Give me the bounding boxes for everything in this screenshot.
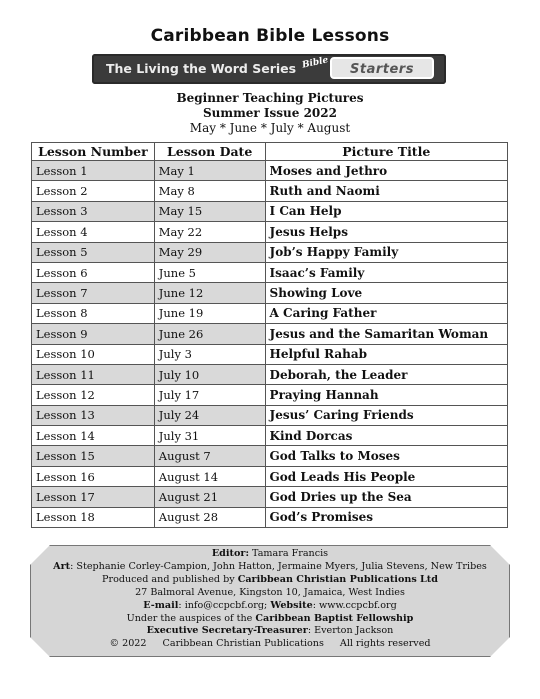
table-row	[32, 283, 508, 303]
produced-line	[0, 574, 540, 587]
lesson-number-cell: Lesson 4	[32, 222, 155, 242]
picture-title-cell: Deborah, the Leader	[265, 364, 507, 384]
column-header-lesson-date: Lesson Date	[154, 143, 265, 161]
lesson-number-cell: Lesson 1	[32, 161, 155, 181]
lesson-date-cell: August 28	[154, 507, 265, 527]
table-row	[32, 446, 508, 466]
editor-line: Editor: Tamara Francis	[211, 548, 329, 559]
table-row	[32, 487, 508, 507]
picture-title-cell: God Dries up the Sea	[265, 487, 507, 507]
lesson-number-cell: Lesson 16	[32, 466, 155, 486]
table-row	[32, 262, 508, 282]
series-banner	[92, 54, 446, 84]
exec-label: Executive Secretary-Treasurer	[146, 625, 308, 637]
lesson-date-cell: May 1	[154, 161, 265, 181]
lesson-number-cell: Lesson 10	[32, 344, 155, 364]
produced-prefix: Produced and published by	[102, 573, 238, 585]
editor-label: Editor	[211, 548, 246, 559]
copyright-org: Caribbean Christian Publications	[162, 638, 324, 650]
table-row	[32, 405, 508, 425]
picture-title-cell: Job’s Happy Family	[265, 242, 507, 262]
table-row	[32, 201, 508, 221]
lesson-number-cell: Lesson 11	[32, 364, 155, 384]
lesson-number-cell: Lesson 6	[32, 262, 155, 282]
picture-title-cell: Jesus’ Caring Friends	[265, 405, 507, 425]
fellowship-name: Caribbean Baptist Fellowship	[255, 612, 414, 624]
table-row	[32, 324, 508, 344]
bible-starters-logo-bible: Bible	[301, 55, 330, 71]
lesson-date-cell: July 17	[154, 385, 265, 405]
picture-title-cell: God Talks to Moses	[265, 446, 507, 466]
auspices-prefix: Under the auspices of the	[126, 612, 256, 624]
picture-title-cell: Jesus and the Samaritan Woman	[265, 324, 507, 344]
picture-title-cell: God Leads His People	[265, 466, 507, 486]
lesson-number-cell: Lesson 2	[32, 181, 155, 201]
picture-title-cell: Jesus Helps	[265, 222, 507, 242]
lesson-date-cell: July 24	[154, 405, 265, 425]
table-row	[32, 181, 508, 201]
lesson-date-cell: July 31	[154, 426, 265, 446]
table-row	[32, 385, 508, 405]
document-title: Caribbean Bible Lessons	[150, 26, 390, 46]
editor-name: Tamara Francis	[252, 548, 329, 559]
table-row	[32, 222, 508, 242]
lesson-date-cell: May 22	[154, 222, 265, 242]
publisher-name: Caribbean Christian Publications Ltd	[237, 573, 438, 585]
art-label: Art	[53, 560, 71, 572]
lesson-date-cell: May 15	[154, 201, 265, 221]
lesson-number-cell: Lesson 17	[32, 487, 155, 507]
lesson-number-cell: Lesson 18	[32, 507, 155, 527]
lesson-number-cell: Lesson 14	[32, 426, 155, 446]
lesson-date-cell: June 19	[154, 303, 265, 323]
lesson-date-cell: June 12	[154, 283, 265, 303]
address-line: 27 Balmoral Avenue, Kingston 10, Jamaica, West Indies	[135, 586, 405, 598]
lesson-number-cell: Lesson 7	[32, 283, 155, 303]
subtitle-months: May * June * July * August	[189, 121, 351, 135]
lesson-date-cell: May 29	[154, 242, 265, 262]
lesson-number-cell: Lesson 5	[32, 242, 155, 262]
art-credits: Stephanie Corley-Campion, John Hatton, Jermaine Myers, Julia Stevens, New Tribes	[76, 560, 487, 572]
lesson-date-cell: May 8	[154, 181, 265, 201]
lesson-date-cell: August 7	[154, 446, 265, 466]
lesson-number-cell: Lesson 8	[32, 303, 155, 323]
picture-title-cell: God’s Promises	[265, 507, 507, 527]
credits-text	[0, 548, 540, 651]
lesson-number-cell: Lesson 12	[32, 385, 155, 405]
table-row	[32, 344, 508, 364]
lesson-number-cell: Lesson 15	[32, 446, 155, 466]
picture-title-cell: Helpful Rahab	[265, 344, 507, 364]
table-row	[32, 364, 508, 384]
table-row	[32, 466, 508, 486]
lesson-date-cell: August 14	[154, 466, 265, 486]
bible-starters-logo-starters: Starters	[330, 57, 434, 79]
table-row	[32, 426, 508, 446]
art-line: Art: Stephanie Corley-Campion, John Hatton, Jermaine Myers, Julia Stevens, New Tribes	[53, 560, 487, 572]
picture-title-cell: Praying Hannah	[265, 385, 507, 405]
table-row	[32, 303, 508, 323]
picture-title-cell: Isaac’s Family	[265, 262, 507, 282]
email-address: info@ccpcbf.org	[184, 599, 265, 611]
table-row	[32, 242, 508, 262]
exec-name: Everton Jackson	[314, 625, 394, 637]
lesson-number-cell: Lesson 3	[32, 201, 155, 221]
table-header-row	[32, 143, 508, 161]
picture-title-cell: I Can Help	[265, 201, 507, 221]
lesson-date-cell: July 3	[154, 344, 265, 364]
lesson-number-cell: Lesson 9	[32, 324, 155, 344]
picture-title-cell: Ruth and Naomi	[265, 181, 507, 201]
email-label: E-mail	[143, 599, 179, 611]
picture-title-cell: Kind Dorcas	[265, 426, 507, 446]
auspices-line	[0, 613, 540, 626]
subtitle-teaching-pictures: Beginner Teaching Pictures	[176, 91, 364, 105]
lesson-date-cell: August 21	[154, 487, 265, 507]
website-label: Website	[270, 599, 313, 611]
lesson-date-cell: June 26	[154, 324, 265, 344]
column-header-lesson-number: Lesson Number	[32, 143, 155, 161]
lesson-date-cell: July 10	[154, 364, 265, 384]
series-name: The Living the Word Series	[106, 61, 297, 76]
picture-title-cell: Showing Love	[265, 283, 507, 303]
website-address: www.ccpcbf.org	[319, 599, 397, 611]
copyright-line	[0, 638, 540, 651]
copyright-year: © 2022	[109, 638, 147, 650]
picture-title-cell: A Caring Father	[265, 303, 507, 323]
rights-reserved: All rights reserved	[339, 638, 431, 650]
subtitle-issue: Summer Issue 2022	[203, 106, 337, 120]
column-header-picture-title: Picture Title	[265, 143, 507, 161]
table-row	[32, 161, 508, 181]
table-row	[32, 507, 508, 527]
picture-title-cell: Moses and Jethro	[265, 161, 507, 181]
exec-line: Executive Secretary-Treasurer: Everton Jackson	[146, 625, 394, 637]
contact-line: E-mail: info@ccpcbf.org; Website: www.ccpcbf.org	[143, 599, 397, 611]
lessons-table	[31, 142, 508, 528]
lesson-number-cell: Lesson 13	[32, 405, 155, 425]
lesson-date-cell: June 5	[154, 262, 265, 282]
